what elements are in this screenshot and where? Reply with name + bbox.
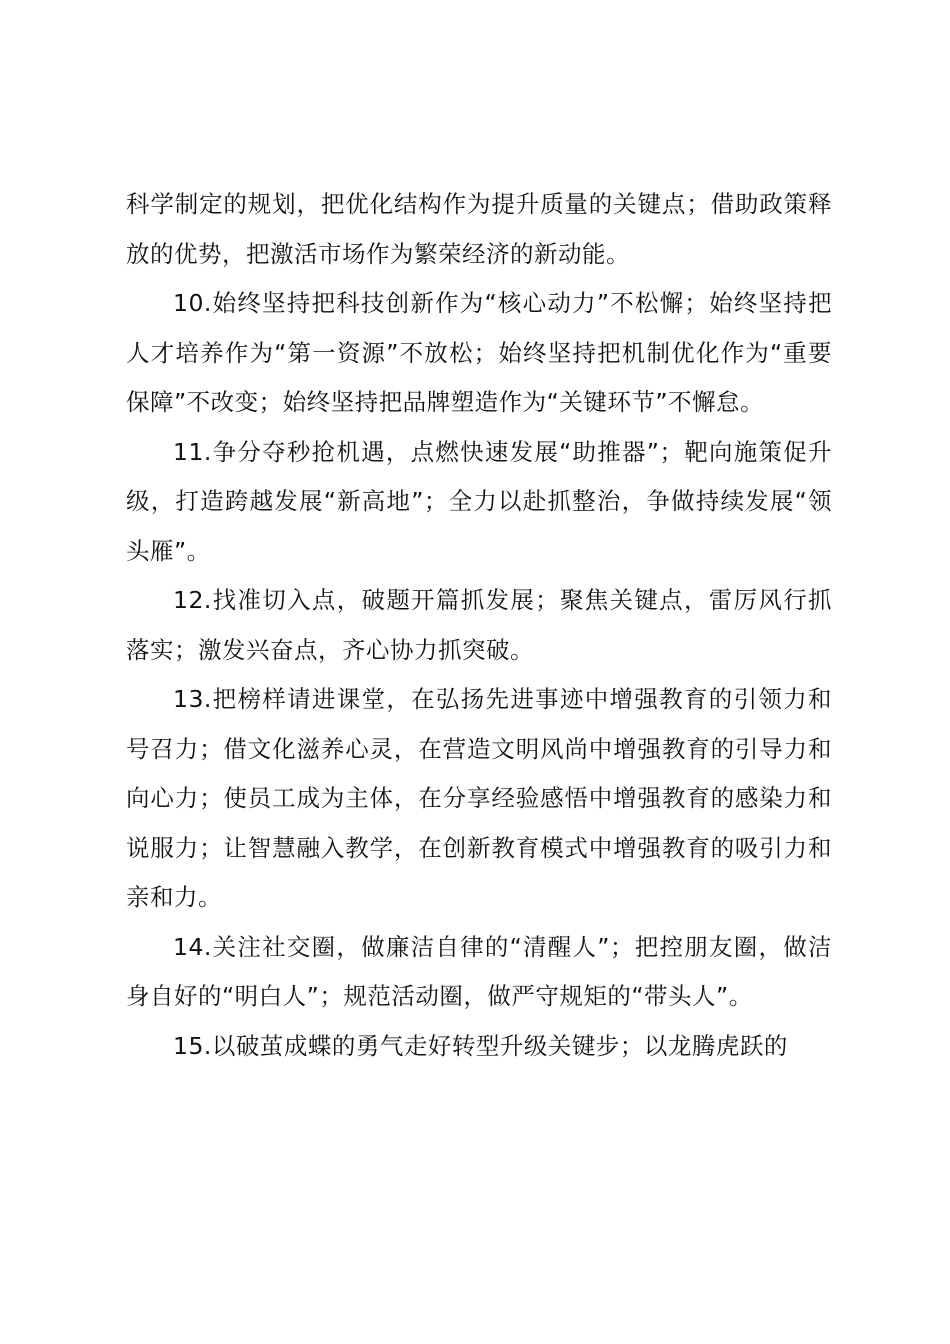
document-body bbox=[126, 180, 832, 1071]
paragraph-item-13: 13.把榜样请进课堂，在弘扬先进事迹中增强教育的引领力和号召力；借文化滋养心灵，在营造文明风尚中增强教育的引导力和向心力；使员工成为主体，在分享经验感悟中增强教育的感染力和说服力；让智慧融入教学，在创新教育模式中增强教育的吸引力和亲和力。 bbox=[126, 685, 832, 911]
paragraph-item-11: 11.争分夺秒抢机遇，点燃快速发展“助推器”；靶向施策促升级，打造跨越发展“新高地”；全力以赴抓整治，争做持续发展“领头雁”。 bbox=[126, 437, 832, 565]
paragraph-item-14: 14.关注社交圈，做廉洁自律的“清醒人”；把控朋友圈，做洁身自好的“明白人”；规范活动圈，做严守规矩的“带头人”。 bbox=[126, 932, 832, 1010]
paragraph-item-10: 10.始终坚持把科技创新作为“核心动力”不松懈；始终坚持把人才培养作为“第一资源”不放松；始终坚持把机制优化作为“重要保障”不改变；始终坚持把品牌塑造作为“关键环节”不懈怠。 bbox=[126, 289, 832, 416]
paragraph-item-12: 12.找准切入点，破题开篇抓发展；聚焦关键点，雷厉风行抓落实；激发兴奋点，齐心协力抓突破。 bbox=[126, 586, 832, 664]
paragraph-continuation: 科学制定的规划，把优化结构作为提升质量的关键点；借助政策释放的优势，把激活市场作为繁荣经济的新动能。 bbox=[126, 190, 832, 268]
paragraph-item-15: 15.以破茧成蝶的勇气走好转型升级关键步；以龙腾虎跃的 bbox=[173, 1031, 788, 1060]
